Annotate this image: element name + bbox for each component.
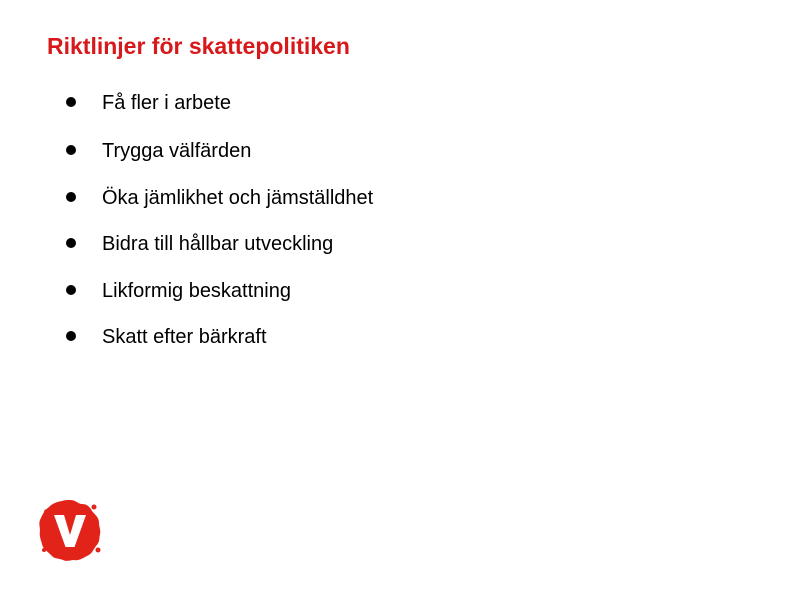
bullet-icon (66, 97, 76, 107)
bullet-text: Skatt efter bärkraft (102, 326, 267, 348)
bullet-icon (66, 331, 76, 341)
bullet-icon (66, 285, 76, 295)
party-logo-icon (38, 498, 102, 562)
logo-blob (39, 500, 100, 561)
bullet-icon (66, 145, 76, 155)
bullet-icon (66, 238, 76, 248)
list-item (0, 323, 600, 351)
bullet-icon (66, 192, 76, 202)
list-item (0, 277, 600, 305)
slide-title: Riktlinjer för skattepolitiken (47, 33, 350, 59)
bullet-text: Öka jämlikhet och jämställdhet (102, 187, 374, 209)
bullet-text: Få fler i arbete (102, 92, 231, 114)
list-item (0, 89, 600, 117)
bullet-text: Likformig beskattning (102, 280, 291, 302)
list-item (0, 184, 600, 212)
bullet-text: Bidra till hållbar utveckling (102, 233, 334, 255)
list-item (0, 137, 600, 165)
list-item (0, 230, 600, 258)
bullet-text: Trygga välfärden (102, 140, 252, 162)
